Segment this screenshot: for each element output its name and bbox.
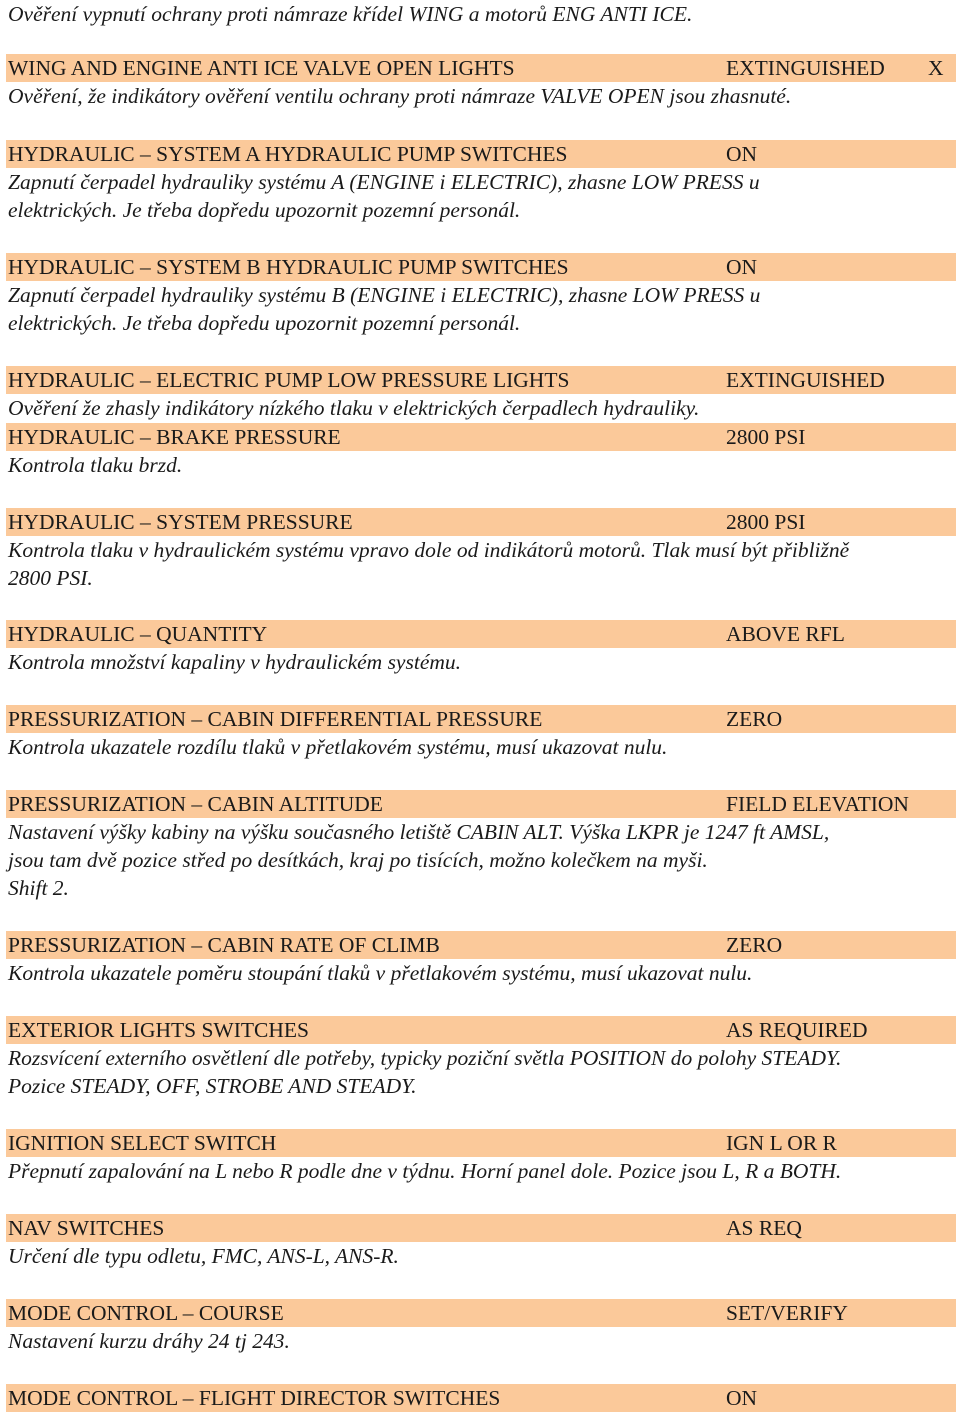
item-description bbox=[6, 1044, 956, 1100]
item-label: HYDRAULIC – BRAKE PRESSURE bbox=[8, 425, 341, 449]
checklist-item bbox=[6, 366, 956, 394]
description-line: Kontrola ukazatele rozdílu tlaků v přetlakovém systému, musí ukazovat nulu. bbox=[8, 735, 668, 759]
checklist-item bbox=[6, 1214, 956, 1242]
item-description bbox=[6, 648, 956, 676]
checklist-item bbox=[6, 790, 956, 818]
description-line: Rozsvícení externího osvětlení dle potřeby, typicky poziční světla POSITION do polohy STEADY. bbox=[8, 1046, 842, 1070]
item-value: FIELD ELEVATION bbox=[726, 792, 909, 816]
item-label: PRESSURIZATION – CABIN RATE OF CLIMB bbox=[8, 933, 440, 957]
checklist-item bbox=[6, 54, 956, 82]
description-line: Určení dle typu odletu, FMC, ANS-L, ANS-R. bbox=[8, 1244, 399, 1268]
item-value: ON bbox=[726, 142, 758, 166]
item-label: HYDRAULIC – QUANTITY bbox=[8, 622, 268, 646]
item-label: PRESSURIZATION – CABIN ALTITUDE bbox=[8, 792, 383, 816]
checklist-item bbox=[6, 931, 956, 959]
item-value: ZERO bbox=[726, 933, 783, 957]
item-label: PRESSURIZATION – CABIN DIFFERENTIAL PRESSURE bbox=[8, 707, 543, 731]
description-line: elektrických. Je třeba dopředu upozornit pozemní personál. bbox=[8, 198, 521, 222]
item-label: HYDRAULIC – SYSTEM A HYDRAULIC PUMP SWITCHES bbox=[8, 142, 568, 166]
item-description bbox=[6, 818, 956, 902]
description-line: jsou tam dvě pozice střed po desítkách, kraj po tisících, možno kolečkem na myši. bbox=[8, 848, 708, 872]
item-value: EXTINGUISHED bbox=[726, 368, 885, 392]
item-description bbox=[6, 733, 956, 761]
description-line: elektrických. Je třeba dopředu upozornit pozemní personál. bbox=[8, 311, 521, 335]
description-line: Nastavení výšky kabiny na výšku současného letiště CABIN ALT. Výška LKPR je 1247 ft AMSL, bbox=[8, 820, 830, 844]
checklist-item bbox=[6, 705, 956, 733]
item-value: EXTINGUISHED bbox=[726, 56, 885, 80]
checklist-item bbox=[6, 423, 956, 451]
item-label: HYDRAULIC – ELECTRIC PUMP LOW PRESSURE LIGHTS bbox=[8, 368, 570, 392]
item-value: 2800 PSI bbox=[726, 510, 806, 534]
intro-text: Ověření vypnutí ochrany proti námraze křídel WING a motorů ENG ANTI ICE. bbox=[8, 2, 693, 26]
checklist-item bbox=[6, 1129, 956, 1157]
item-value: ZERO bbox=[726, 707, 783, 731]
item-description bbox=[6, 394, 956, 422]
item-description bbox=[6, 959, 956, 987]
checklist-item bbox=[6, 1299, 956, 1327]
description-line: Kontrola tlaku v hydraulickém systému vpravo dole od indikátorů motorů. Tlak musí být přibližně bbox=[8, 538, 850, 562]
item-description bbox=[6, 1327, 956, 1355]
item-description bbox=[6, 1157, 956, 1185]
description-line: Ověření, že indikátory ověření ventilu ochrany proti námraze VALVE OPEN jsou zhasnuté. bbox=[8, 84, 792, 108]
item-label: EXTERIOR LIGHTS SWITCHES bbox=[8, 1018, 309, 1042]
description-line: Shift 2. bbox=[8, 876, 69, 900]
item-value: AS REQUIRED bbox=[726, 1018, 868, 1042]
description-line: Zapnutí čerpadel hydrauliky systému B (ENGINE i ELECTRIC), zhasne LOW PRESS u bbox=[8, 283, 761, 307]
item-label: MODE CONTROL – FLIGHT DIRECTOR SWITCHES bbox=[8, 1386, 501, 1410]
item-label: WING AND ENGINE ANTI ICE VALVE OPEN LIGHTS bbox=[8, 56, 515, 80]
item-label: IGNITION SELECT SWITCH bbox=[8, 1131, 277, 1155]
item-label: NAV SWITCHES bbox=[8, 1216, 165, 1240]
description-line: Pozice STEADY, OFF, STROBE AND STEADY. bbox=[8, 1074, 417, 1098]
description-line: Kontrola množství kapaliny v hydraulickém systému. bbox=[8, 650, 462, 674]
item-description bbox=[6, 281, 956, 337]
checklist-item bbox=[6, 508, 956, 536]
item-value: ABOVE RFL bbox=[726, 622, 845, 646]
description-line: Ověření že zhasly indikátory nízkého tlaku v elektrických čerpadlech hydrauliky. bbox=[8, 396, 700, 420]
item-value: ON bbox=[726, 255, 758, 279]
description-line: Zapnutí čerpadel hydrauliky systému A (ENGINE i ELECTRIC), zhasne LOW PRESS u bbox=[8, 170, 760, 194]
description-line: Přepnutí zapalování na L nebo R podle dne v týdnu. Horní panel dole. Pozice jsou L, R a BOTH. bbox=[8, 1159, 842, 1183]
item-description bbox=[6, 168, 956, 224]
description-line: Nastavení kurzu dráhy 24 tj 243. bbox=[8, 1329, 290, 1353]
item-description bbox=[6, 451, 956, 479]
item-value: 2800 PSI bbox=[726, 425, 806, 449]
item-value: IGN L OR R bbox=[726, 1131, 837, 1155]
description-line: Kontrola tlaku brzd. bbox=[8, 453, 183, 477]
item-label: HYDRAULIC – SYSTEM B HYDRAULIC PUMP SWITCHES bbox=[8, 255, 569, 279]
item-value: SET/VERIFY bbox=[726, 1301, 848, 1325]
description-line: Kontrola ukazatele poměru stoupání tlaků v přetlakovém systému, musí ukazovat nulu. bbox=[8, 961, 753, 985]
checklist-item bbox=[6, 620, 956, 648]
item-label: HYDRAULIC – SYSTEM PRESSURE bbox=[8, 510, 353, 534]
checklist-item bbox=[6, 140, 956, 168]
checklist-item bbox=[6, 1384, 956, 1412]
item-description bbox=[6, 536, 956, 592]
description-line: 2800 PSI. bbox=[8, 566, 93, 590]
item-label: MODE CONTROL – COURSE bbox=[8, 1301, 284, 1325]
item-value: AS REQ bbox=[726, 1216, 802, 1240]
item-checkmark: X bbox=[928, 56, 944, 80]
checklist-item bbox=[6, 253, 956, 281]
item-description bbox=[6, 82, 956, 110]
checklist-item bbox=[6, 1016, 956, 1044]
item-value: ON bbox=[726, 1386, 758, 1410]
item-description bbox=[6, 1242, 956, 1270]
